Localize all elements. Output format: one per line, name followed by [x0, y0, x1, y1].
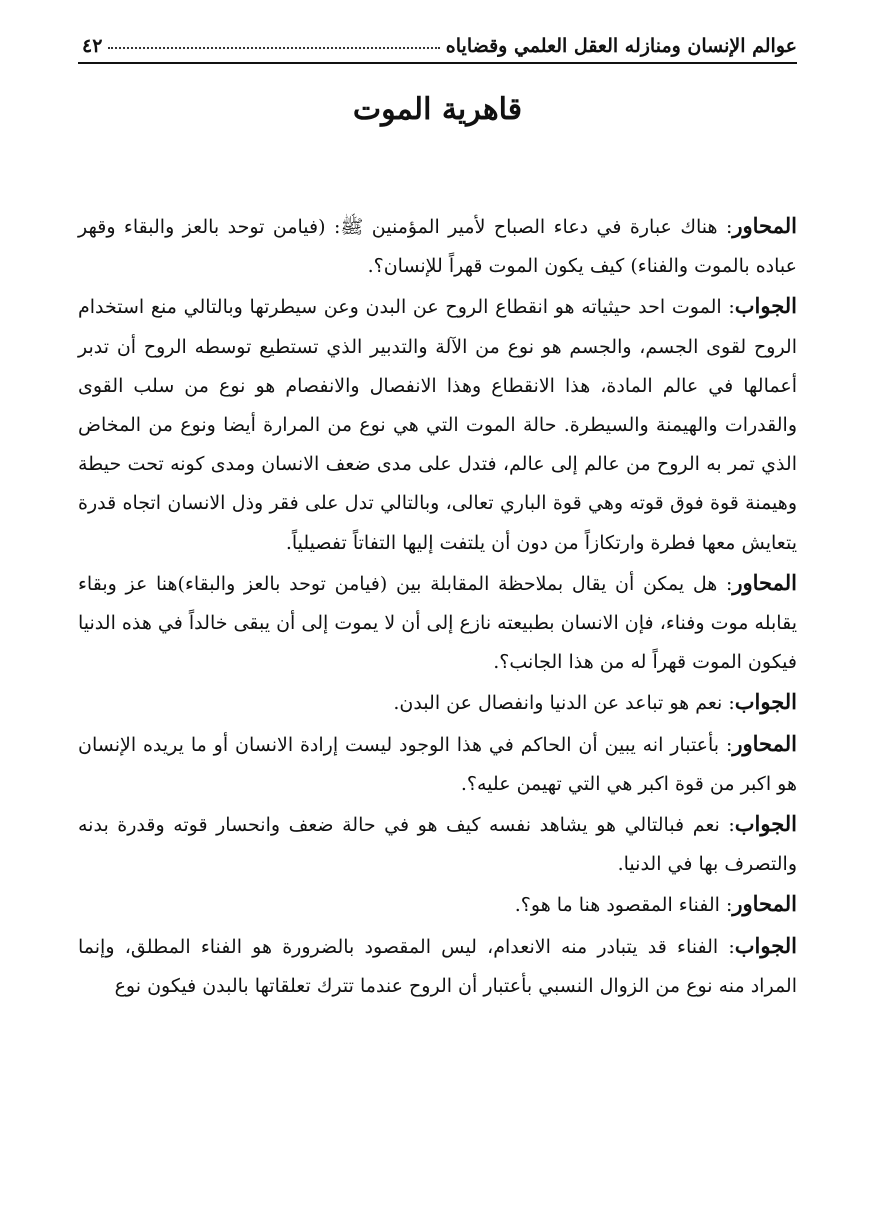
- book-title: عوالم الإنسان ومنازله العقل العلمي وقضاياه: [445, 35, 797, 57]
- speaker-label: المحاور: [732, 213, 797, 238]
- speaker-label: الجواب: [734, 293, 797, 319]
- paragraph-text: : الموت احد حيثياته هو انقطاع الروح عن البدن وعن سيطرتها وبالتالي منع استخدام الروح لقوى الجسم، والجسم هو نوع من الآلة والتدبير الذي تستطيع توسطه الروح أن تدبر أعمالها في عالم المادة، هذا الانقطاع وهذا الانفصال والانفصام هو نوع من سلب القوى والقدرات والهيمنة والسيطرة. حالة الموت التي هي نوع من المرارة أيضا ونوع من المخاض الذي تمر به الروح من عالم إلى عالم، فتدل على مدى ضعف الانسان ومدى كونه تحت حيطة وهيمنة قوة فوق قوته وهي قوة الباري تعالى، وبالتالي تدل على فقر وذل الانسان اتجاه قدرة يتعايش معها فطرة وارتكازاً من دون أن يلتفت إليها التفاتاً تفصيلياً.: [78, 296, 797, 554]
- body-text: [78, 206, 797, 1006]
- dialogue-paragraph: [78, 724, 797, 804]
- speaker-label: الجواب: [734, 689, 797, 715]
- speaker-label: الجواب: [734, 932, 797, 958]
- dialogue-paragraph: [78, 563, 797, 683]
- paragraph-text: : الفناء المقصود هنا ما هو؟.: [514, 894, 733, 917]
- running-header: [78, 30, 797, 64]
- paragraph-text: : هل يمكن أن يقال بملاحظة المقابلة بين (فيامن توحد بالعز والبقاء)هنا عز وبقاء يقابله موت وفناء، فإن الانسان بطبيعته نازع إلى أن لا يموت إلى أن يبقى خالداً في هذه الدنيا فيكون الموت قهراً له من هذا الجانب؟.: [78, 572, 797, 674]
- paragraph-text: : نعم فبالتالي هو يشاهد نفسه كيف هو في حالة ضعف وانحسار قوته وقدرة بدنه والتصرف بها في الدنيا.: [78, 814, 797, 876]
- dialogue-paragraph: [78, 926, 797, 1006]
- dialogue-paragraph: [78, 804, 797, 884]
- speaker-label: المحاور: [732, 730, 797, 756]
- speaker-label: الجواب: [734, 811, 797, 837]
- paragraph-text: : بأعتبار انه يبين أن الحاكم في هذا الوجود ليست إرادة الانسان أو ما يريده الإنسان هو اكبر من قوة اكبر هي التي تهيمن عليه؟.: [78, 733, 797, 795]
- header-dot-leader: [108, 37, 439, 49]
- dialogue-paragraph: [78, 682, 797, 723]
- dialogue-paragraph: [78, 206, 797, 286]
- page-number: ٤٢: [82, 35, 103, 57]
- chapter-title: قاهرية الموت: [352, 92, 523, 127]
- speaker-label: المحاور: [732, 569, 797, 595]
- speaker-label: المحاور: [732, 891, 797, 917]
- paragraph-text: : نعم هو تباعد عن الدنيا وانفصال عن البدن.: [393, 692, 735, 715]
- dialogue-paragraph: [78, 286, 797, 562]
- dialogue-paragraph: [78, 884, 797, 925]
- paragraph-text: : الفناء قد يتبادر منه الانعدام، ليس المقصود بالضرورة هو الفناء المطلق، وإنما المراد منه نوع من الزوال النسبي بأعتبار أن الروح عندما تترك تعلقاتها بالبدن فيكون نوع: [78, 935, 797, 997]
- paragraph-text: : هناك عبارة في دعاء الصباح لأمير المؤمنين ﷺ: (فيامن توحد بالعز والبقاء وقهر عباده بالموت والفناء) كيف يكون الموت قهراً للإنسان؟.: [78, 216, 797, 278]
